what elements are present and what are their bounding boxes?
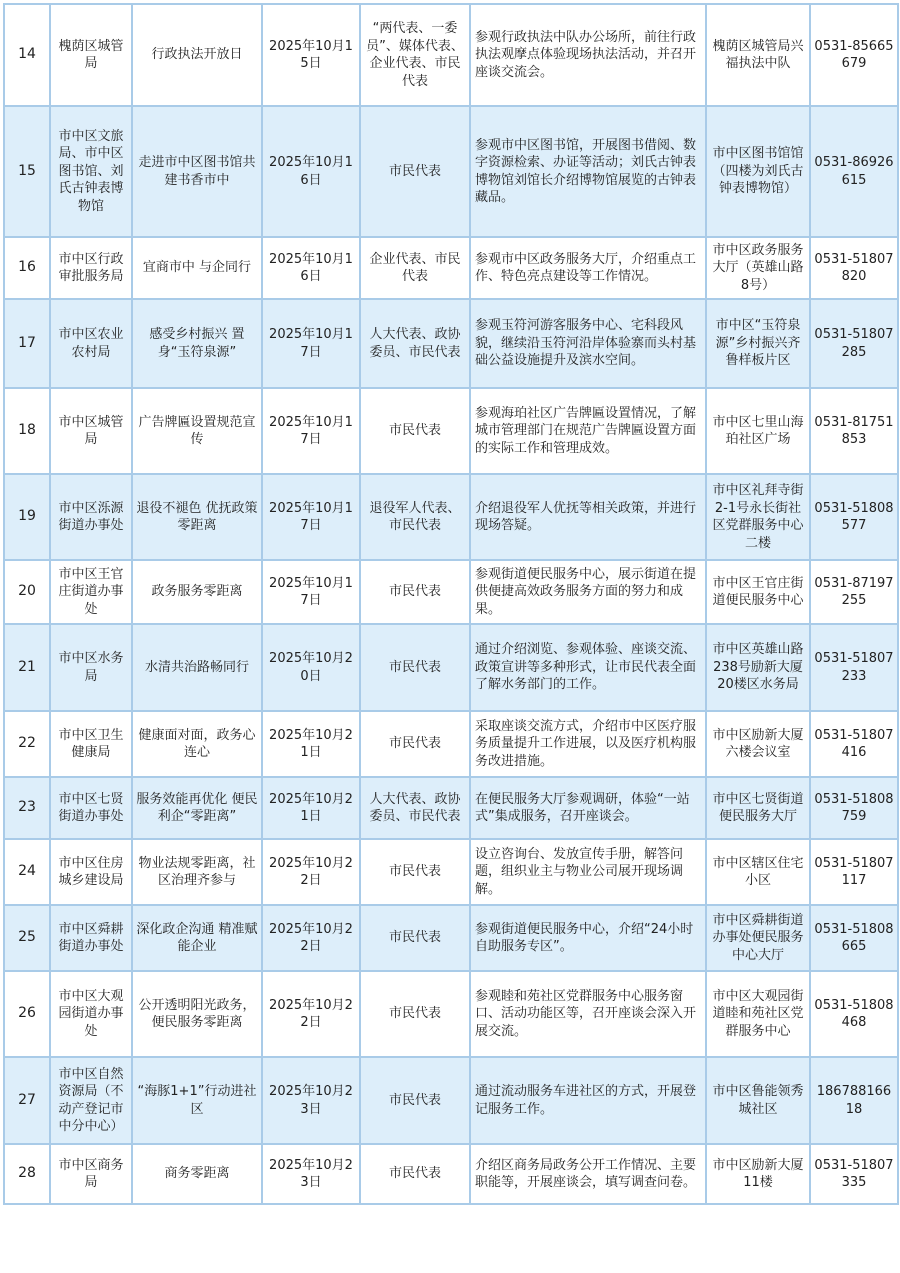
row-number: 18 xyxy=(4,388,50,474)
contact-phone-cell: 0531-51807335 xyxy=(810,1144,898,1204)
venue-cell: 市中区鲁能领秀城社区 xyxy=(706,1057,810,1144)
activity-title-cell: 健康面对面，政务心连心 xyxy=(132,711,262,777)
activity-date-cell: 2025年10月16日 xyxy=(262,106,360,237)
row-number: 20 xyxy=(4,560,50,624)
participants-cell: 人大代表、政协委员、市民代表 xyxy=(360,777,470,839)
table-row xyxy=(4,560,898,624)
organizer-cell: 市中区七贤街道办事处 xyxy=(50,777,132,839)
table-row xyxy=(4,1144,898,1204)
table-row xyxy=(4,777,898,839)
activity-title-cell: 服务效能再优化 便民利企“零距离” xyxy=(132,777,262,839)
contact-phone-cell: 0531-51808665 xyxy=(810,905,898,971)
table-row xyxy=(4,711,898,777)
activity-title-cell: 商务零距离 xyxy=(132,1144,262,1204)
row-number: 22 xyxy=(4,711,50,777)
organizer-cell: 市中区泺源街道办事处 xyxy=(50,474,132,560)
table-row xyxy=(4,388,898,474)
activity-date-cell: 2025年10月22日 xyxy=(262,839,360,905)
activity-date-cell: 2025年10月22日 xyxy=(262,905,360,971)
venue-cell: 市中区政务服务大厅（英雄山路8号） xyxy=(706,237,810,299)
activity-content-cell: 参观睦和苑社区党群服务中心服务窗口、活动功能区等，召开座谈会深入开展交流。 xyxy=(470,971,706,1057)
participants-cell: 退役军人代表、市民代表 xyxy=(360,474,470,560)
activity-content-cell: 参观街道便民服务中心，展示街道在提供便捷高效政务服务方面的努力和成果。 xyxy=(470,560,706,624)
venue-cell: 市中区“玉符泉源”乡村振兴齐鲁样板片区 xyxy=(706,299,810,388)
organizer-cell: 市中区舜耕街道办事处 xyxy=(50,905,132,971)
venue-cell: 槐荫区城管局兴福执法中队 xyxy=(706,4,810,106)
activity-date-cell: 2025年10月16日 xyxy=(262,237,360,299)
venue-cell: 市中区王官庄街道便民服务中心 xyxy=(706,560,810,624)
participants-cell: 市民代表 xyxy=(360,711,470,777)
activity-content-cell: 介绍区商务局政务公开工作情况、主要职能等，开展座谈会，填写调查问卷。 xyxy=(470,1144,706,1204)
contact-phone-cell: 0531-51808468 xyxy=(810,971,898,1057)
activity-content-cell: 参观市中区政务服务大厅，介绍重点工作、特色亮点建设等工作情况。 xyxy=(470,237,706,299)
activity-date-cell: 2025年10月17日 xyxy=(262,560,360,624)
participants-cell: 市民代表 xyxy=(360,106,470,237)
organizer-cell: 市中区王官庄街道办事处 xyxy=(50,560,132,624)
venue-cell: 市中区励新大厦六楼会议室 xyxy=(706,711,810,777)
activity-date-cell: 2025年10月22日 xyxy=(262,971,360,1057)
activity-date-cell: 2025年10月17日 xyxy=(262,474,360,560)
activity-title-cell: 公开透明阳光政务，便民服务零距离 xyxy=(132,971,262,1057)
table-row xyxy=(4,1057,898,1144)
venue-cell: 市中区励新大厦11楼 xyxy=(706,1144,810,1204)
activity-content-cell: 参观玉符河游客服务中心、宅科段风貌，继续沿玉符河沿岸体验寨而头村基础公益设施提升及滨水空间。 xyxy=(470,299,706,388)
contact-phone-cell: 0531-51807416 xyxy=(810,711,898,777)
organizer-cell: 市中区城管局 xyxy=(50,388,132,474)
row-number: 17 xyxy=(4,299,50,388)
activity-date-cell: 2025年10月21日 xyxy=(262,711,360,777)
activity-title-cell: 走进市中区图书馆共建书香市中 xyxy=(132,106,262,237)
contact-phone-cell: 0531-51808577 xyxy=(810,474,898,560)
organizer-cell: 市中区文旅局、市中区图书馆、刘氏古钟表博物馆 xyxy=(50,106,132,237)
activity-title-cell: “海豚1+1”行动进社区 xyxy=(132,1057,262,1144)
activity-date-cell: 2025年10月17日 xyxy=(262,388,360,474)
activity-date-cell: 2025年10月23日 xyxy=(262,1057,360,1144)
venue-cell: 市中区舜耕街道办事处便民服务中心大厅 xyxy=(706,905,810,971)
activity-content-cell: 介绍退役军人优抚等相关政策，并进行现场答疑。 xyxy=(470,474,706,560)
organizer-cell: 槐荫区城管局 xyxy=(50,4,132,106)
venue-cell: 市中区英雄山路238号励新大厦20楼区水务局 xyxy=(706,624,810,711)
activity-title-cell: 物业法规零距离，社区治理齐参与 xyxy=(132,839,262,905)
row-number: 26 xyxy=(4,971,50,1057)
activity-content-cell: 参观街道便民服务中心，介绍“24小时自助服务专区”。 xyxy=(470,905,706,971)
contact-phone-cell: 0531-87197255 xyxy=(810,560,898,624)
contact-phone-cell: 0531-51807117 xyxy=(810,839,898,905)
contact-phone-cell: 0531-51808759 xyxy=(810,777,898,839)
activity-title-cell: 行政执法开放日 xyxy=(132,4,262,106)
row-number: 21 xyxy=(4,624,50,711)
row-number: 25 xyxy=(4,905,50,971)
table-row xyxy=(4,106,898,237)
contact-phone-cell: 18678816618 xyxy=(810,1057,898,1144)
participants-cell: 市民代表 xyxy=(360,1057,470,1144)
participants-cell: 市民代表 xyxy=(360,905,470,971)
row-number: 24 xyxy=(4,839,50,905)
contact-phone-cell: 0531-51807233 xyxy=(810,624,898,711)
participants-cell: “两代表、一委员”、媒体代表、企业代表、市民代表 xyxy=(360,4,470,106)
row-number: 27 xyxy=(4,1057,50,1144)
activity-title-cell: 水清共治路畅同行 xyxy=(132,624,262,711)
row-number: 14 xyxy=(4,4,50,106)
activity-content-cell: 通过介绍浏览、参观体验、座谈交流、政策宣讲等多种形式，让市民代表全面了解水务部门的工作。 xyxy=(470,624,706,711)
organizer-cell: 市中区农业农村局 xyxy=(50,299,132,388)
table-row xyxy=(4,905,898,971)
activity-date-cell: 2025年10月21日 xyxy=(262,777,360,839)
activity-title-cell: 广告牌匾设置规范宣传 xyxy=(132,388,262,474)
venue-cell: 市中区七里山海珀社区广场 xyxy=(706,388,810,474)
activity-content-cell: 参观行政执法中队办公场所，前往行政执法观摩点体验现场执法活动，并召开座谈交流会。 xyxy=(470,4,706,106)
organizer-cell: 市中区住房城乡建设局 xyxy=(50,839,132,905)
activity-content-cell: 参观市中区图书馆，开展图书借阅、数字资源检索、办证等活动；刘氏古钟表博物馆刘馆长介绍博物馆展览的古钟表藏品。 xyxy=(470,106,706,237)
activity-title-cell: 感受乡村振兴 置身“玉符泉源” xyxy=(132,299,262,388)
table-row xyxy=(4,839,898,905)
activity-date-cell: 2025年10月20日 xyxy=(262,624,360,711)
activity-date-cell: 2025年10月15日 xyxy=(262,4,360,106)
organizer-cell: 市中区卫生健康局 xyxy=(50,711,132,777)
contact-phone-cell: 0531-86926615 xyxy=(810,106,898,237)
activity-title-cell: 政务服务零距离 xyxy=(132,560,262,624)
activity-title-cell: 宜商市中 与企同行 xyxy=(132,237,262,299)
participants-cell: 市民代表 xyxy=(360,388,470,474)
table-row xyxy=(4,237,898,299)
row-number: 15 xyxy=(4,106,50,237)
contact-phone-cell: 0531-51807285 xyxy=(810,299,898,388)
activity-table xyxy=(3,3,899,1205)
participants-cell: 人大代表、政协委员、市民代表 xyxy=(360,299,470,388)
activity-title-cell: 退役不褪色 优抚政策零距离 xyxy=(132,474,262,560)
row-number: 19 xyxy=(4,474,50,560)
table-row xyxy=(4,971,898,1057)
table-row xyxy=(4,624,898,711)
participants-cell: 市民代表 xyxy=(360,971,470,1057)
activity-content-cell: 设立咨询台、发放宣传手册，解答问题，组织业主与物业公司展开现场调解。 xyxy=(470,839,706,905)
activity-title-cell: 深化政企沟通 精准赋能企业 xyxy=(132,905,262,971)
participants-cell: 市民代表 xyxy=(360,560,470,624)
table-body xyxy=(4,4,898,1204)
row-number: 16 xyxy=(4,237,50,299)
contact-phone-cell: 0531-81751853 xyxy=(810,388,898,474)
activity-content-cell: 通过流动服务车进社区的方式，开展登记服务工作。 xyxy=(470,1057,706,1144)
participants-cell: 企业代表、市民代表 xyxy=(360,237,470,299)
venue-cell: 市中区图书馆馆（四楼为刘氏古钟表博物馆） xyxy=(706,106,810,237)
venue-cell: 市中区礼拜寺街2-1号永长街社区党群服务中心二楼 xyxy=(706,474,810,560)
activity-date-cell: 2025年10月17日 xyxy=(262,299,360,388)
activity-content-cell: 参观海珀社区广告牌匾设置情况，了解城市管理部门在规范广告牌匾设置方面的实际工作和管理成效。 xyxy=(470,388,706,474)
row-number: 28 xyxy=(4,1144,50,1204)
table-row xyxy=(4,474,898,560)
activity-content-cell: 采取座谈交流方式，介绍市中区医疗服务质量提升工作进展，以及医疗机构服务改进措施。 xyxy=(470,711,706,777)
table-row xyxy=(4,299,898,388)
venue-cell: 市中区辖区住宅小区 xyxy=(706,839,810,905)
organizer-cell: 市中区行政审批服务局 xyxy=(50,237,132,299)
organizer-cell: 市中区水务局 xyxy=(50,624,132,711)
activity-content-cell: 在便民服务大厅参观调研，体验“一站式”集成服务，召开座谈会。 xyxy=(470,777,706,839)
row-number: 23 xyxy=(4,777,50,839)
participants-cell: 市民代表 xyxy=(360,839,470,905)
venue-cell: 市中区七贤街道便民服务大厅 xyxy=(706,777,810,839)
contact-phone-cell: 0531-51807820 xyxy=(810,237,898,299)
activity-date-cell: 2025年10月23日 xyxy=(262,1144,360,1204)
contact-phone-cell: 0531-85665679 xyxy=(810,4,898,106)
participants-cell: 市民代表 xyxy=(360,624,470,711)
participants-cell: 市民代表 xyxy=(360,1144,470,1204)
organizer-cell: 市中区大观园街道办事处 xyxy=(50,971,132,1057)
venue-cell: 市中区大观园街道睦和苑社区党群服务中心 xyxy=(706,971,810,1057)
table-row xyxy=(4,4,898,106)
organizer-cell: 市中区商务局 xyxy=(50,1144,132,1204)
organizer-cell: 市中区自然资源局（不动产登记市中分中心） xyxy=(50,1057,132,1144)
